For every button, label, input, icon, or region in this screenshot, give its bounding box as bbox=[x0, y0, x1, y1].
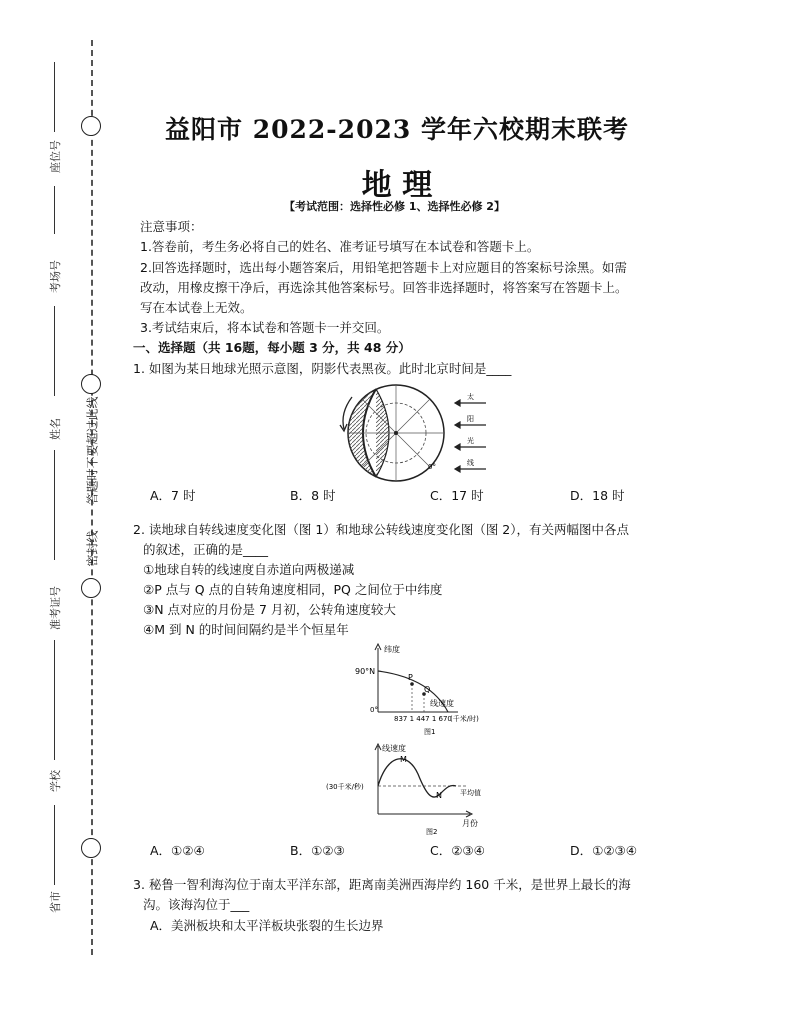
binding-hole-icon bbox=[81, 578, 101, 598]
fig2-caption: 图2 bbox=[426, 828, 438, 836]
question-2-statement: ④M 到 N 的时间间隔约是半个恒星年 bbox=[143, 622, 349, 637]
seal-warning-text: 答题时不要超过此线 bbox=[85, 396, 100, 505]
fig1-curve-label: 线速度 bbox=[430, 699, 454, 708]
point-q: Q bbox=[424, 685, 431, 694]
question-2-statement: ②P 点与 Q 点的自转角速度相同，PQ 之间位于中纬度 bbox=[143, 582, 443, 597]
point-n: N bbox=[436, 791, 442, 800]
question-2-statement: ③N 点对应的月份是 7 月初，公转角速度较大 bbox=[143, 602, 396, 617]
fig2-curve bbox=[378, 759, 456, 797]
question-1-stem: 1. 如图为某日地球光照示意图，阴影代表黑夜。此时北京时间是____ bbox=[133, 361, 512, 376]
fig2-xlabel: 月份 bbox=[462, 819, 478, 828]
question-3-stem: 沟。该海沟位于___ bbox=[143, 897, 250, 912]
fig1-ylabel: 纬度 bbox=[384, 645, 400, 654]
fig2-average-label: 平均值 bbox=[460, 789, 481, 797]
fig2-left-label: (30千米/秒) bbox=[326, 783, 364, 791]
question-2-option-a[interactable]: A．①②④ bbox=[150, 843, 205, 858]
fig1-caption: 图1 bbox=[424, 728, 436, 736]
binding-hole-icon bbox=[81, 838, 101, 858]
question-3-stem: 3. 秘鲁一智利海沟位于南太平洋东部，距离南美洲西海岸约 160 千米，是世界上最长的海 bbox=[133, 877, 631, 892]
province-city-label: 省市 bbox=[49, 891, 62, 913]
question-2-statement: ①地球自转的线速度自赤道向两极递减 bbox=[143, 562, 355, 577]
subject-title: 地 理 bbox=[361, 168, 433, 203]
fig1-y-top: 90°N bbox=[355, 667, 376, 676]
fig1-y-bottom: 0° bbox=[370, 706, 378, 714]
point-m: M bbox=[400, 755, 407, 764]
point-p: P bbox=[408, 673, 413, 682]
fig1-xunit: (千米/时) bbox=[450, 715, 479, 723]
sunlight-label: 阳 bbox=[467, 415, 474, 423]
question-2-option-d[interactable]: D．①②③④ bbox=[570, 843, 637, 858]
revolution-speed-figure bbox=[320, 738, 500, 838]
question-1-option-d[interactable]: D．18 时 bbox=[570, 488, 625, 503]
margin-rule bbox=[54, 306, 55, 396]
question-1-option-a[interactable]: A．7 时 bbox=[150, 488, 196, 503]
question-1-option-b[interactable]: B．8 时 bbox=[290, 488, 336, 503]
notice-item: 3.考试结束后，将本试卷和答题卡一并交回。 bbox=[140, 320, 390, 335]
question-2-option-b[interactable]: B．①②③ bbox=[290, 843, 345, 858]
sunlight-label: 太 bbox=[467, 393, 474, 401]
exam-title: 益阳市 2022-2023 学年六校期末联考 bbox=[165, 115, 629, 144]
rotation-speed-figure bbox=[340, 640, 500, 738]
question-2-stem: 的叙述，正确的是____ bbox=[143, 542, 269, 557]
school-label: 学校 bbox=[49, 770, 62, 792]
margin-rule bbox=[54, 805, 55, 885]
admission-number-label: 准考证号 bbox=[49, 586, 62, 630]
name-label: 姓名 bbox=[49, 418, 62, 440]
exam-room-label: 考场号 bbox=[49, 260, 62, 293]
notice-item: 1.答卷前，考生务必将自己的姓名、准考证号填写在本试卷和答题卡上。 bbox=[140, 239, 540, 254]
seal-line-text: 密封线 bbox=[85, 530, 100, 567]
margin-rule bbox=[54, 450, 55, 560]
fig1-xticks: 837 1 447 1 670 bbox=[394, 715, 452, 723]
binding-hole-icon bbox=[81, 374, 101, 394]
exam-scope: 【考试范围：选择性必修 1、选择性必修 2】 bbox=[284, 200, 505, 213]
question-1-option-c[interactable]: C．17 时 bbox=[430, 488, 484, 503]
angle-label: 0° bbox=[428, 463, 436, 471]
section-heading: 一、选择题（共 16题，每小题 3 分，共 48 分） bbox=[133, 340, 411, 355]
notice-item: 2.回答选择题时，选出每小题答案后，用铅笔把答题卡上对应题目的答案标号涂黑。如需 bbox=[140, 260, 627, 275]
sunlight-label: 线 bbox=[467, 459, 474, 467]
notice-item: 写在本试卷上无效。 bbox=[140, 300, 253, 315]
question-2-stem: 2. 读地球自转线速度变化图（图 1）和地球公转线速度变化图（图 2），有关两幅图中各点 bbox=[133, 522, 630, 537]
fig2-ylabel: 线速度 bbox=[382, 744, 406, 753]
sunlight-label: 光 bbox=[467, 437, 474, 445]
notice-heading: 注意事项： bbox=[140, 219, 203, 234]
margin-rule bbox=[54, 640, 55, 760]
notice-item: 改动，用橡皮擦干净后，再选涂其他答案标号。回答非选择题时，将答案写在答题卡上。 bbox=[140, 280, 628, 295]
seat-number-label: 座位号 bbox=[49, 140, 62, 173]
question-2-option-c[interactable]: C．②③④ bbox=[430, 843, 485, 858]
question-3-option-a[interactable]: A．美洲板块和太平洋板块张裂的生长边界 bbox=[150, 918, 384, 933]
earth-illumination-figure bbox=[336, 383, 496, 483]
